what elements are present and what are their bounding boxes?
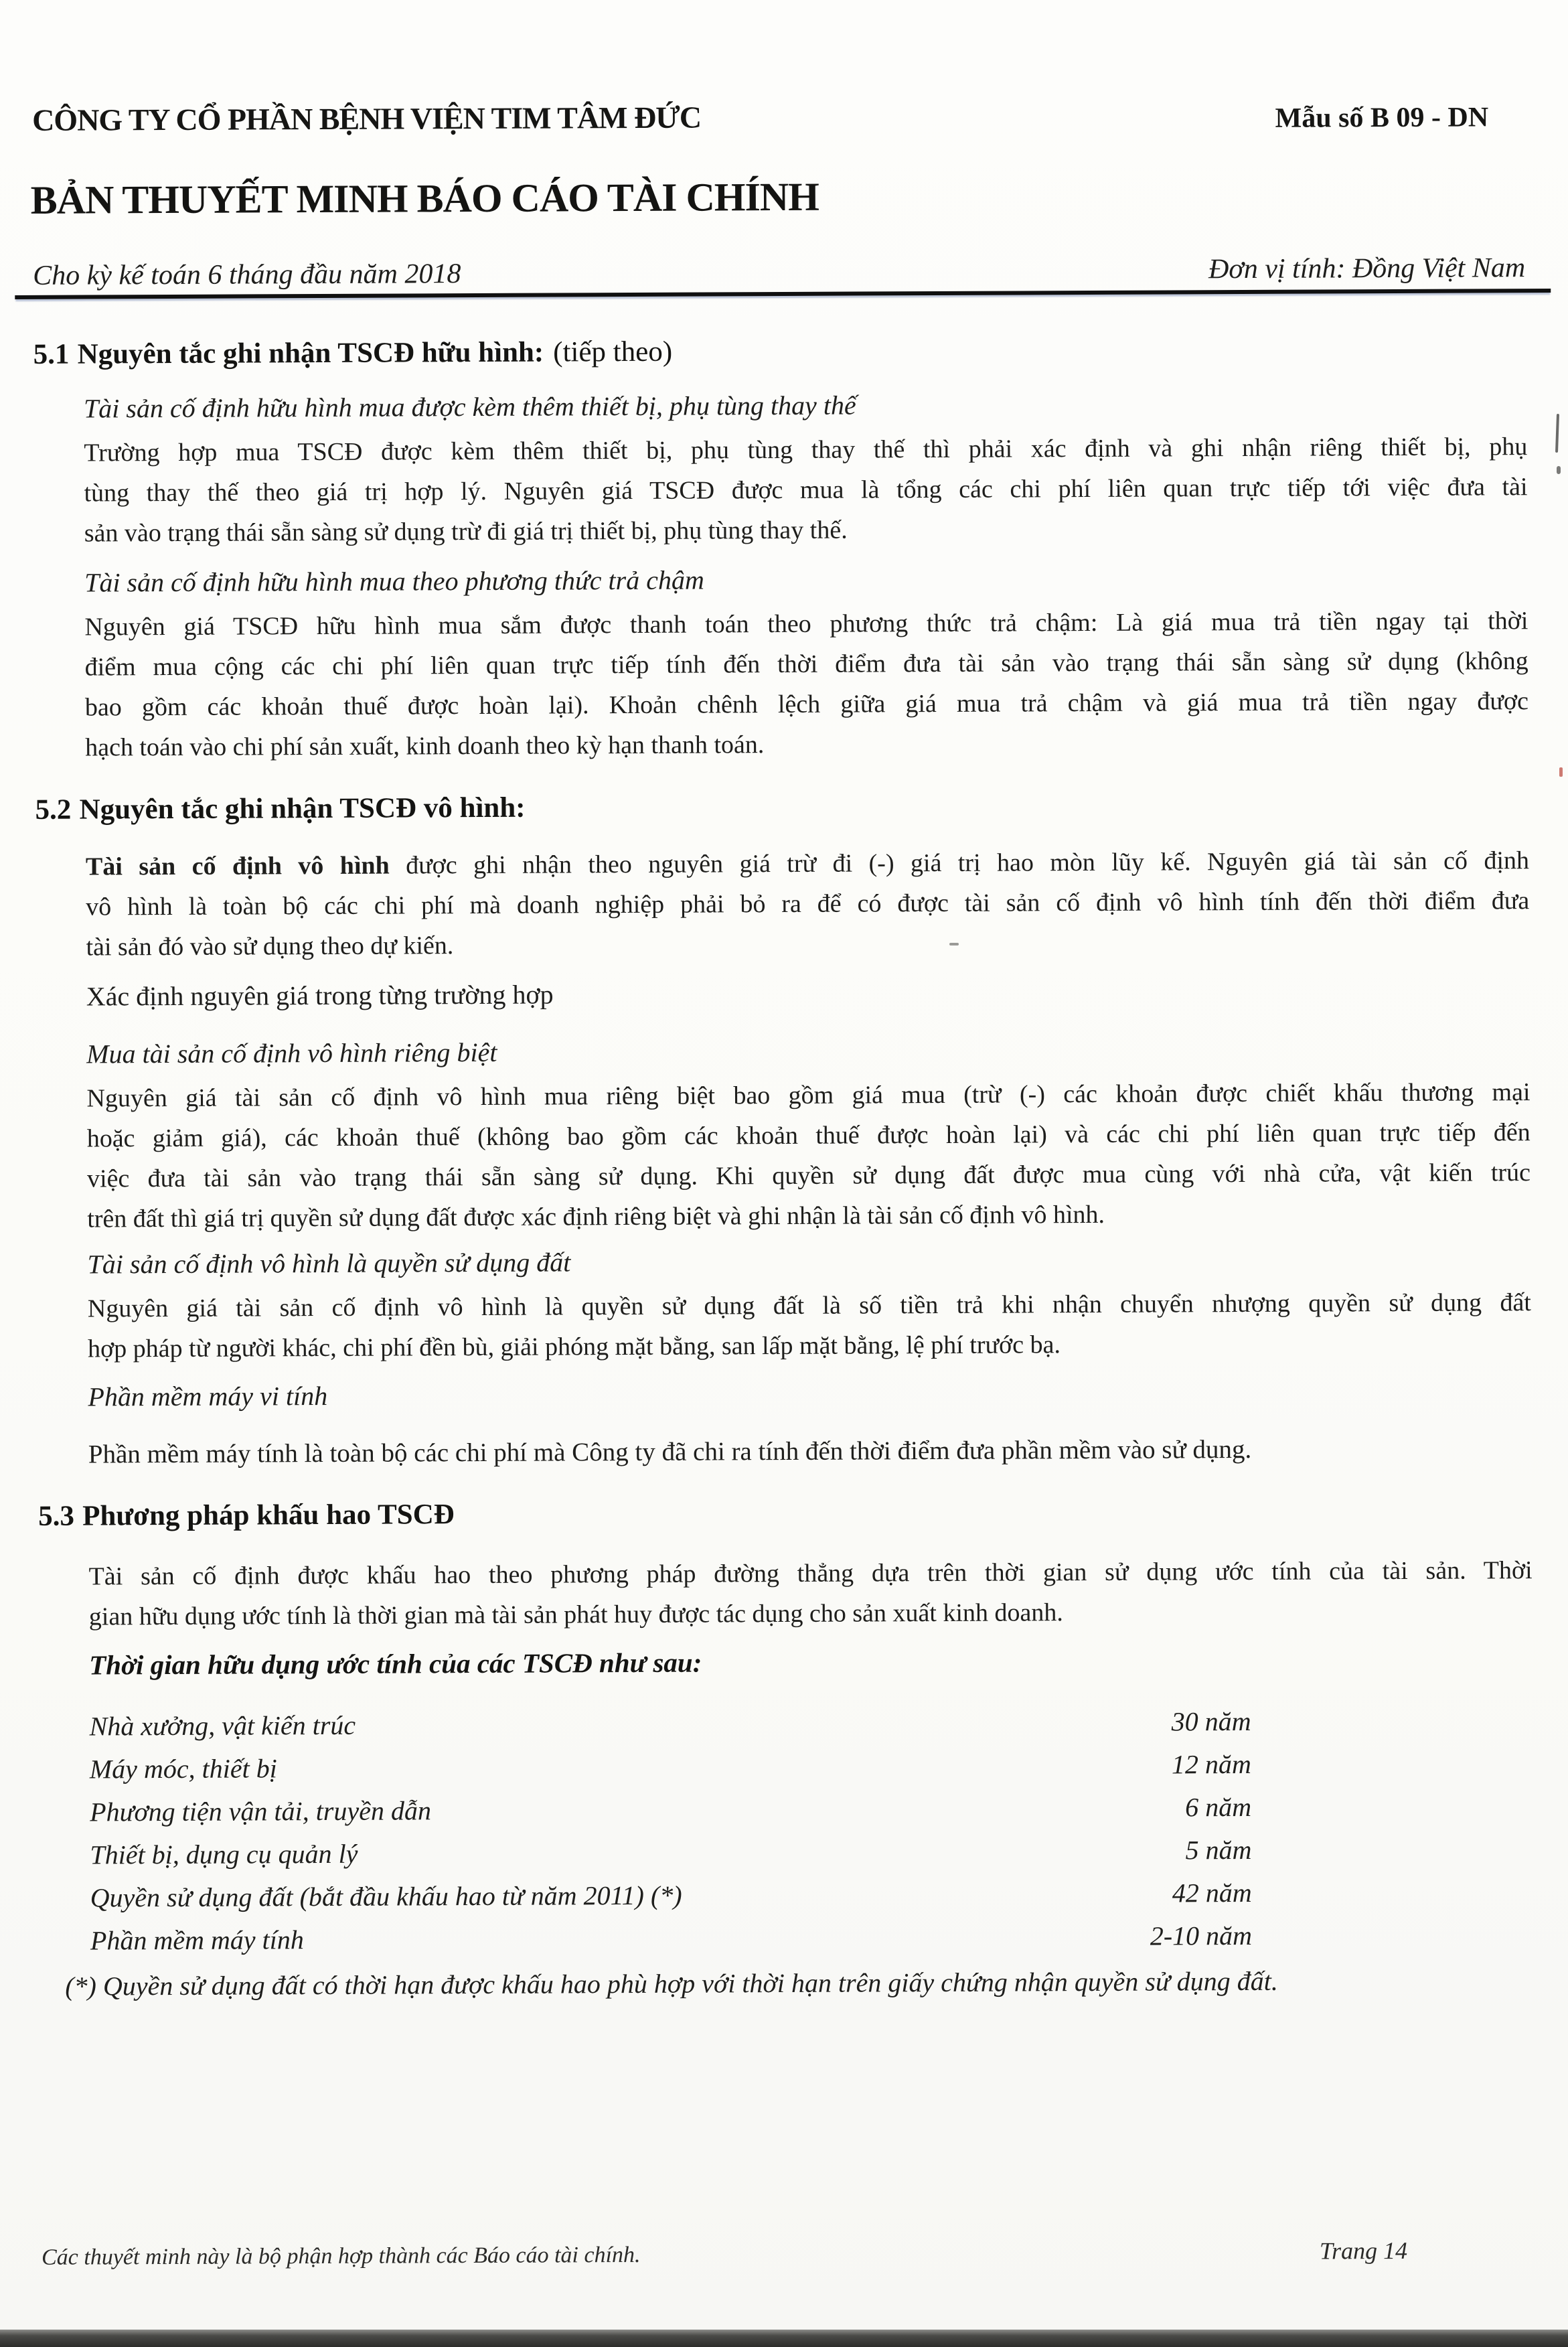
text-line: bao gồm các khoản thuế được hoàn lại). Khoản chênh lệch giữa giá mua trả chậm và giá mua trả tiền ngay được <box>84 687 1529 722</box>
section-number: 5.2 <box>35 793 72 826</box>
text-line: hợp pháp từ người khác, chi phí đền bù, giải phóng mặt bằng, san lấp mặt bằng, lệ phí trước bạ. <box>88 1331 1061 1363</box>
text-line: gian hữu dụng ước tính là thời gian mà tài sản phát huy được tác dụng cho sản xuất kinh doanh. <box>88 1598 1063 1631</box>
form-number: Mẫu số B 09 - DN <box>1275 102 1489 134</box>
subheading-cost-determination: Xác định nguyên giá trong từng trường hợp <box>86 979 554 1012</box>
scan-artifact <box>949 943 959 945</box>
document-title: BẢN THUYẾT MINH BÁO CÁO TÀI CHÍNH <box>30 174 819 222</box>
useful-life-value: 12 năm <box>1171 1748 1251 1780</box>
paragraph-5-2-d: Phần mềm máy tính là toàn bộ các chi phí mà Công ty đã chi ra tính đến thời điểm đưa phần mềm vào sử dụng. <box>88 1434 1252 1469</box>
text-line: hạch toán vào chi phí sản xuất, kinh doanh theo kỳ hạn thanh toán. <box>85 731 765 762</box>
paragraph-5-1-b <box>84 601 1528 767</box>
asset-class-label: Quyền sử dụng đất (bắt đầu khấu hao từ năm 2011) (*) <box>90 1880 682 1913</box>
useful-life-row <box>90 1786 1251 1834</box>
section-number: 5.3 <box>38 1500 75 1532</box>
accounting-period: Cho kỳ kế toán 6 tháng đầu năm 2018 <box>33 258 461 291</box>
paragraph-5-2-a <box>86 840 1530 967</box>
text-line: Tài sản cố định được khấu hao theo phương pháp đường thẳng dựa trên thời gian sử dụng ước tính của tài sản. Thời <box>88 1556 1533 1591</box>
useful-life-row <box>90 1829 1251 1877</box>
useful-life-row <box>90 1914 1252 1963</box>
subheading-software: Phần mềm máy vi tính <box>88 1380 328 1412</box>
paragraph-5-3-a <box>88 1550 1533 1637</box>
text-line: tài sản đó vào sử dụng theo dự kiến. <box>86 931 454 962</box>
section-5-2-heading <box>35 791 526 826</box>
useful-life-row <box>90 1743 1251 1791</box>
asset-class-label: Máy móc, thiết bị <box>89 1753 277 1785</box>
section-title: Phương pháp khấu hao TSCĐ <box>82 1499 455 1532</box>
text-line: Nguyên giá TSCĐ hữu hình mua sắm được thanh toán theo phương thức trả chậm: Là giá mua trả tiền ngay tại thời <box>84 607 1528 641</box>
asset-class-label: Thiết bị, dụng cụ quản lý <box>90 1838 358 1870</box>
text-line: tùng thay thế theo giá trị hợp lý. Nguyên giá TSCĐ được mua là tổng các chi phí liên quan trực tiếp tới việc đưa tài <box>84 473 1528 508</box>
subheading-land-use-rights: Tài sản cố định vô hình là quyền sử dụng đất <box>87 1247 571 1280</box>
useful-life-value: 5 năm <box>1185 1834 1252 1866</box>
page-number: Trang 14 <box>1319 2237 1408 2265</box>
paragraph-5-2-c <box>88 1282 1532 1369</box>
section-title: Nguyên tắc ghi nhận TSCĐ vô hình: <box>79 791 526 826</box>
scan-artifact <box>1559 767 1563 777</box>
section-5-3-heading <box>38 1498 455 1533</box>
useful-life-value: 6 năm <box>1185 1791 1252 1823</box>
scan-edge-band <box>0 2330 1568 2347</box>
asset-class-label: Phần mềm máy tính <box>90 1924 304 1956</box>
subheading-spare-parts: Tài sản cố định hữu hình mua được kèm thêm thiết bị, phụ tùng thay thế <box>83 390 856 424</box>
section-title-suffix: (tiếp theo) <box>553 335 673 368</box>
asset-class-label: Phương tiện vận tải, truyền dẫn <box>90 1795 431 1827</box>
land-use-footnote: (*) Quyền sử dụng đất có thời hạn được khấu hao phù hợp với thời hạn trên giấy chứng nhận quyền sử dụng đất. <box>65 1965 1278 2001</box>
subheading-deferred-payment: Tài sản cố định hữu hình mua theo phương thức trả chậm <box>84 564 704 598</box>
section-number: 5.1 <box>33 338 70 370</box>
paragraph-5-1-a <box>84 427 1528 553</box>
subheading-separate-purchase: Mua tài sản cố định vô hình riêng biệt <box>86 1037 497 1069</box>
useful-life-table <box>89 1700 1252 1963</box>
text-line: sản vào trạng thái sẵn sàng sử dụng trừ đi giá trị thiết bị, phụ tùng thay thế. <box>84 516 848 548</box>
useful-life-row <box>89 1700 1251 1748</box>
useful-life-value: 42 năm <box>1172 1877 1252 1908</box>
text-line: Trường hợp mua TSCĐ được kèm thêm thiết bị, phụ tùng thay thế thì phải xác định và ghi nhận riêng thiết bị, phụ <box>84 433 1528 467</box>
text-line: trên đất thì giá trị quyền sử dụng đất được xác định riêng biệt và ghi nhận là tài sản cố định vô hình. <box>87 1200 1105 1233</box>
text-line: điểm mua cộng các chi phí liên quan trực tiếp tính đến thời điểm đưa tài sản vào trạng thái sẵn sàng sử dụng (không <box>84 647 1528 682</box>
text-line: Nguyên giá tài sản cố định vô hình là quyền sử dụng đất là số tiền trả khi nhận chuyển nhượng quyền sử dụng đất <box>87 1288 1531 1323</box>
text-line: vô hình là toàn bộ các chi phí mà doanh nghiệp phải bỏ ra để có được tài sản cố định vô hình tính đến thời điểm đưa <box>86 887 1530 921</box>
section-5-1-heading <box>33 335 673 371</box>
useful-life-table-heading: Thời gian hữu dụng ước tính của các TSCĐ như sau: <box>89 1647 702 1681</box>
useful-life-value: 30 năm <box>1171 1706 1251 1737</box>
text-line: Nguyên giá tài sản cố định vô hình mua riêng biệt bao gồm giá mua (trừ (-) các khoản được chiết khấu thương mại <box>86 1078 1531 1113</box>
company-name: CÔNG TY CỔ PHẦN BỆNH VIỆN TIM TÂM ĐỨC <box>32 100 702 137</box>
text-line: Tài sản cố định vô hình được ghi nhận theo nguyên giá trừ đi (-) giá trị hao mòn lũy kế. Nguyên giá tài sản cố định <box>85 846 1530 881</box>
paragraph-5-2-b <box>86 1072 1531 1239</box>
asset-class-label: Nhà xưởng, vật kiến trúc <box>89 1710 356 1742</box>
useful-life-row <box>90 1872 1252 1920</box>
section-title: Nguyên tắc ghi nhận TSCĐ hữu hình: <box>77 336 544 370</box>
useful-life-value: 2-10 năm <box>1150 1920 1253 1951</box>
text-line: hoặc giảm giá), các khoản thuế (không bao gồm các khoản thuế được hoàn lại) và các chi phí liên quan trực tiếp đến <box>86 1118 1531 1153</box>
currency-unit: Đơn vị tính: Đồng Việt Nam <box>1208 252 1526 285</box>
scan-artifact <box>1557 466 1561 474</box>
footer-note: Các thuyết minh này là bộ phận hợp thành các Báo cáo tài chính. <box>41 2242 641 2270</box>
bold-lead: Tài sản cố định vô hình <box>85 851 390 881</box>
text-line: việc đưa tài sản vào trạng thái sẵn sàng sử dụng. Khi quyền sử dụng đất được mua cùng với nhà cửa, vật kiến trúc <box>86 1158 1531 1193</box>
